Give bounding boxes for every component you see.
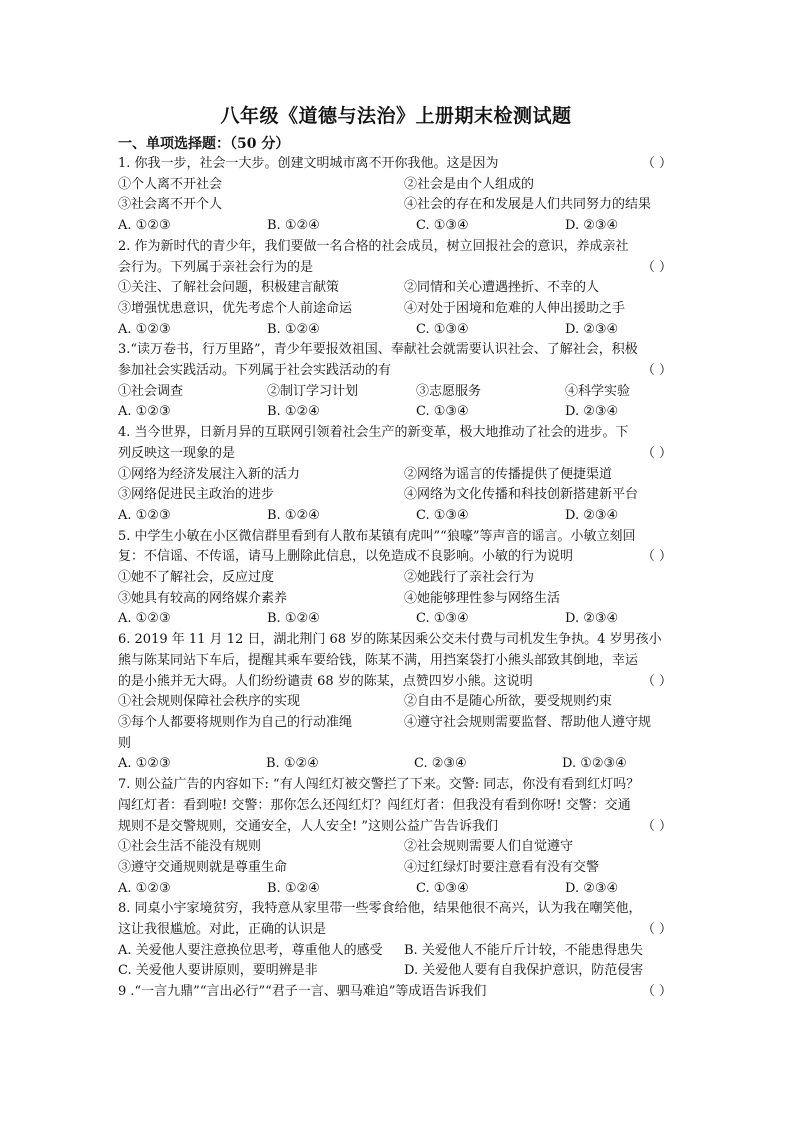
q3-choices: [118, 402, 674, 423]
q4-option-2: ②网络为谣言的传播提供了便捷渠道: [404, 466, 613, 482]
q5-option-1: ①她不了解社会，反应过度: [118, 570, 275, 586]
q8-choice-b: B. 关爱他人不能斤斤计较，不能患得患失: [404, 942, 643, 958]
q1-choice-a: A. ①②③: [118, 218, 171, 234]
q2-stem-line2: 会行为。下列属于亲社会行为的是 （ ）: [118, 258, 674, 279]
q6-option-4: ④遵守社会规则需要监督、帮助他人遵守规: [404, 714, 652, 730]
q1-choice-c: C. ①③④: [416, 218, 469, 234]
answer-paren: （ ）: [641, 984, 672, 1000]
q2-choices: [118, 320, 674, 341]
q7-stem-line3: 规则不是交警规则，交通安全，人人安全! ”这则公益广告告诉我们 （ ）: [118, 817, 674, 838]
q7-option-2: ②社会规则需要人们自觉遵守: [404, 839, 574, 855]
q7-choice-b: B. ①②④: [267, 880, 320, 896]
q8-choice-d: D. 关爱他人要有自我保护意识，防范侵害: [404, 963, 644, 979]
answer-paren: （ ）: [641, 922, 672, 938]
q6-choice-a: A. ①②③: [118, 756, 171, 772]
q3-stem-line1: 3.“读万卷书，行万里路”，青少年要报效祖国、奉献社会就需要认识社会、了解社会，积极: [118, 342, 638, 358]
q7-stem-line2: 闯红灯者：看到啦! 交警：那你怎么还闯红灯？闯红灯者：但我没有看到你呀! 交警：交通: [118, 797, 631, 813]
q6-stem-line2: 熊与陈某同站下车后，提醒其乘车要给钱，陈某不满，用挡案袋打小熊头部致其倒地，幸运: [118, 652, 639, 668]
q1-option-3: ③社会离不开个人: [118, 197, 223, 213]
exam-title: 八年级《道德与法治》上册期末检测试题: [220, 105, 572, 127]
q4-options-row1: [118, 465, 674, 486]
q1-choices: [118, 216, 674, 237]
q1-option-4: ④社会的存在和发展是人们共同努力的结果: [404, 197, 652, 213]
answer-paren: （ ）: [641, 445, 672, 461]
q6-stem-line3: 的是小熊并无大碍。人们纷纷谴责 68 岁的陈某，点赞四岁小熊。这说明 （ ）: [118, 672, 674, 693]
q8-stem-line1: 8. 同桌小宇家境贫穷，我特意从家里带一些零食给他，结果他很不高兴，认为我在嘲笑他，: [118, 901, 642, 917]
q7-choice-d: D. ②③④: [565, 880, 619, 896]
q6-choice-c: C. ②③④: [414, 756, 467, 772]
q5-choice-b: B. ①②④: [267, 611, 320, 627]
q2-choice-d: D. ②③④: [565, 321, 619, 337]
q4-choice-c: C. ①③④: [416, 507, 469, 523]
q8-stem-line2: 这让我很尴尬。对此，正确的认识是 （ ）: [118, 920, 674, 941]
q4-choice-b: B. ①②④: [267, 507, 320, 523]
q2-options-row2: [118, 299, 674, 320]
q4-option-3: ③网络促进民主政治的进步: [118, 487, 275, 503]
q3-option-4: ④科学实验: [565, 383, 631, 399]
q2-option-1: ①关注、了解社会问题，积极建言献策: [118, 280, 340, 296]
q5-options-row1: [118, 568, 674, 589]
q2-stem-line1: 2. 作为新时代的青少年，我们要做一名合格的社会成员，树立回报社会的意识，养成亲社: [118, 238, 629, 254]
q7-options-row2: [118, 858, 674, 879]
answer-paren: （ ）: [641, 673, 672, 689]
q3-stem-line2: 参加社会实践活动。下列属于社会实践活动的有 （ ）: [118, 361, 674, 382]
q2-option-3: ③增强忧患意识，优先考虑个人前途命运: [118, 300, 353, 316]
q8-choices-row1: [118, 941, 674, 962]
q4-choices: [118, 506, 674, 527]
q3-choice-b: B. ①②④: [267, 404, 320, 420]
q7-options-row1: [118, 837, 674, 858]
section-heading: 一、单项选择题：（50 分）: [118, 136, 290, 152]
q6-choices: [118, 754, 674, 775]
q3-choice-c: C. ①③④: [416, 404, 469, 420]
q7-option-1: ①社会生活不能没有规则: [118, 839, 262, 855]
answer-paren: （ ）: [641, 156, 672, 171]
q4-option-1: ①网络为经济发展注入新的活力: [118, 466, 301, 482]
q5-choices: [118, 609, 674, 630]
q5-choice-c: C. ①③④: [416, 611, 469, 627]
q4-stem-line1: 4. 当今世界，日新月异的互联网引领着社会生产的新变革，极大地推动了社会的进步。下: [118, 425, 629, 441]
q5-choice-d: D. ②③④: [565, 611, 619, 627]
q4-choice-a: A. ①②③: [118, 507, 171, 523]
q6-stem-line1: 6. 2019 年 11 月 12 日，湖北荆门 68 岁的陈某因乘公交未付费与司机发生争执。4 岁男孩小: [118, 632, 662, 648]
q5-option-2: ②她践行了亲社会行为: [404, 570, 535, 586]
q4-stem-line2: 列反映这一现象的是 （ ）: [118, 444, 674, 465]
q7-stem-line1: 7. 则公益广告的内容如下: “有人闯红灯被交警拦了下来。交警: 同志，你没有看到红灯吗？: [118, 777, 640, 793]
q4-choice-d: D. ②③④: [565, 507, 619, 523]
q3-option-3: ③志愿服务: [416, 383, 482, 399]
q6-option-4-continued: 则: [118, 735, 132, 751]
q6-choice-b: B. ①②④: [266, 756, 319, 772]
q6-choice-d: D. ①②③④: [562, 756, 627, 772]
q9-stem: 9 .“一言九鼎”“言出必行”“君子一言、驷马难追”等成语告诉我们 （ ）: [118, 982, 674, 1003]
q4-options-row2: [118, 485, 674, 506]
exam-content: [118, 102, 674, 1003]
q7-choice-a: A. ①②③: [118, 880, 171, 896]
answer-paren: （ ）: [641, 363, 672, 379]
q8-choices-row2: [118, 961, 674, 982]
q3-choice-a: A. ①②③: [118, 404, 171, 420]
q7-choices: [118, 879, 674, 900]
q8-choice-a: A. 关爱他人要注意换位思考，尊重他人的感受: [118, 942, 383, 958]
q1-option-2: ②社会是由个人组成的: [404, 176, 535, 192]
q4-option-4: ④网络为文化传播和科技创新搭建新平台: [404, 487, 639, 503]
q3-option-2: ②制订学习计划: [267, 383, 359, 399]
q5-stem-line2: 复：不信谣、不传谣，请马上删除此信息，以免造成不良影响。小敏的行为说明 （ ）: [118, 547, 674, 568]
q2-option-4: ④对处于困境和危难的人伸出援助之手: [404, 300, 626, 316]
q5-options-row2: [118, 589, 674, 610]
q6-options-row2: [118, 713, 674, 734]
q1-options-row1: [118, 175, 674, 196]
q6-option-1: ①社会规则保障社会秩序的实现: [118, 694, 301, 710]
q1-choice-d: D. ②③④: [565, 218, 619, 234]
q6-options-row1: [118, 692, 674, 713]
q6-option-2: ②自由不是随心所欲，要受规则约束: [404, 694, 613, 710]
q2-option-2: ②同情和关心遭遇挫折、不幸的人: [404, 280, 600, 296]
q7-option-3: ③遵守交通规则就是尊重生命: [118, 859, 288, 875]
q1-options-row2: [118, 195, 674, 216]
q5-choice-a: A. ①②③: [118, 611, 171, 627]
q2-choice-c: C. ①③④: [416, 321, 469, 337]
q2-options-row1: [118, 278, 674, 299]
q5-stem-line1: 5. 中学生小敏在小区微信群里看到有人散布某镇有虎叫”“狼嚎”等声音的谣言。小敏立刻回: [118, 528, 636, 544]
q2-choice-a: A. ①②③: [118, 321, 171, 337]
q2-choice-b: B. ①②④: [267, 321, 320, 337]
q5-option-4: ④她能够理性参与网络生活: [404, 590, 561, 606]
answer-paren: （ ）: [641, 259, 672, 275]
q1-option-1: ①个人离不开社会: [118, 176, 223, 192]
q3-option-1: ①社会调查: [118, 383, 184, 399]
q3-choice-d: D. ②③④: [565, 404, 619, 420]
q7-choice-c: C. ①③④: [416, 880, 469, 896]
q6-option-3: ③每个人都要将规则作为自己的行动准绳: [118, 714, 353, 730]
answer-paren: （ ）: [641, 549, 672, 565]
q1-choice-b: B. ①②④: [267, 218, 320, 234]
q7-option-4: ④过红绿灯时要注意看有没有交警: [404, 859, 600, 875]
q1-stem: 1. 你我一步，社会一大步。创建文明城市离不开你我他。这是因为 （ ）: [118, 154, 674, 175]
answer-paren: （ ）: [641, 818, 672, 834]
q8-choice-c: C. 关爱他人要讲原则，要明辨是非: [118, 963, 318, 979]
q5-option-3: ③她具有较高的网络媒介素养: [118, 590, 288, 606]
q3-options: [118, 382, 674, 403]
